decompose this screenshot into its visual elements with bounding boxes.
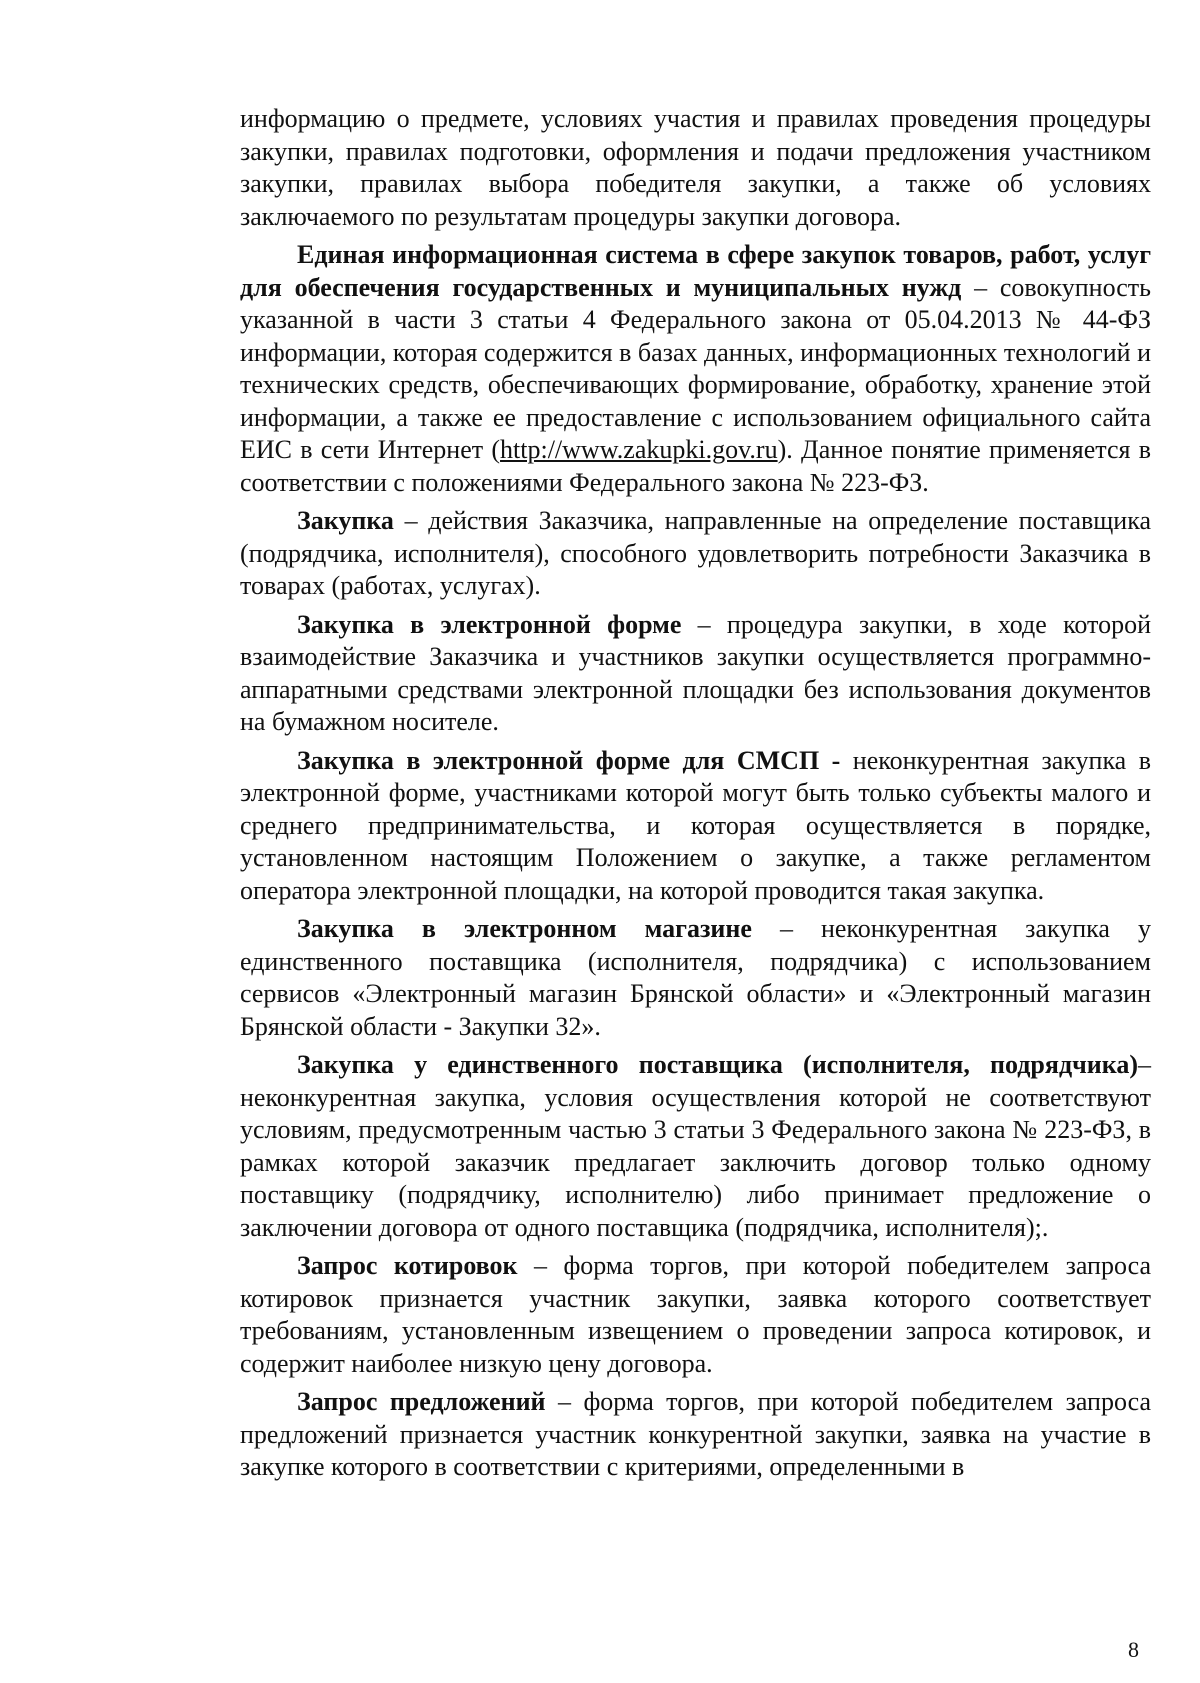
document-body (240, 103, 1151, 1490)
definition-quotation-request (240, 1250, 1151, 1380)
definition-text: – неконкурентная закупка, условия осуществления которой не соответствуют условиям, предусмотренным частью 3 статьи 3 Федерального закона № 223-ФЗ, в рамках которой заказчик предлагает заключить договор только одному поставщику (подрядчику, исполнителю) либо принимает предложение о заключении договора от одного поставщика (подрядчика, исполнителя);. (240, 1050, 1151, 1242)
definition-text: – действия Заказчика, направленные на определение поставщика (подрядчика, исполнителя), способного удовлетворить потребности Заказчика в товарах (работах, услугах). (240, 506, 1151, 600)
definition-term: Единая информационная система в сфере закупок товаров, работ, услуг для обеспечения государственных и муниципальных нужд (240, 240, 1151, 302)
definition-text: – форма торгов, при которой победителем запроса котировок признается участник закупки, заявка которого соответствует требованиям, установленным извещением о проведении запроса котировок, и содержит наиболее низкую цену договора. (240, 1251, 1151, 1378)
definition-electronic-procurement-smsp (240, 745, 1151, 908)
eis-website-link[interactable]: http://www.zakupki.gov.ru (500, 435, 778, 464)
definition-electronic-procurement (240, 609, 1151, 739)
definition-term: Запрос котировок (297, 1251, 518, 1280)
definition-text-after: ). Данное понятие применяется в соответствии с положениями Федерального закона № 223-ФЗ. (240, 435, 1151, 497)
definition-text: – неконкурентная закупка у единственного поставщика (исполнителя, подрядчика) с использованием сервисов «Электронный магазин Брянской области» и «Электронный магазин Брянской области - Закупки 32». (240, 914, 1151, 1041)
paragraph-continuation (240, 103, 1151, 233)
definition-eis (240, 239, 1151, 499)
definition-text: – совокупность указанной в части 3 статьи 4 Федерального закона от 05.04.2013 № 44-ФЗ информации, которая содержится в базах данных, информационных технологий и технических средств, обеспечивающих формирование, обработку, хранение этой информации, а также ее предоставление с использованием официального сайта ЕИС в сети Интернет ( (240, 272, 1152, 464)
definition-term: Закупка у единственного поставщика (исполнителя, подрядчика) (297, 1050, 1138, 1079)
definition-single-supplier (240, 1049, 1151, 1244)
definition-text: – форма торгов, при которой победителем запроса предложений признается участник конкурентной закупки, заявка на участие в закупке которого в соответствии с критериями, определенными в (240, 1387, 1151, 1481)
definition-zakupka (240, 505, 1151, 603)
definition-term: Закупка (297, 506, 394, 535)
definition-term: Запрос предложений (297, 1387, 546, 1416)
definition-text: неконкурентная закупка в электронной форме, участниками которой могут быть только субъекты малого и среднего предпринимательства, и которая осуществляется в порядке, установленном настоящим Положением о закупке, а также регламентом оператора электронной площадки, на которой проводится такая закупка. (240, 745, 1151, 905)
definition-term: Закупка в электронной форме для СМСП - (297, 745, 841, 775)
definition-text: – процедура закупки, в ходе которой взаимодействие Заказчика и участников закупки осуществляется программно-аппаратными средствами электронной площадки без использования документов на бумажном носителе. (240, 609, 1151, 736)
definition-electronic-store (240, 913, 1151, 1043)
paragraph-text: информацию о предмете, условиях участия и правилах проведения процедуры закупки, правилах подготовки, оформления и подачи предложения участником закупки, правилах выбора победителя закупки, а также об условиях заключаемого по результатам процедуры закупки договора. (240, 104, 1151, 231)
definition-proposal-request (240, 1386, 1151, 1484)
definition-term: Закупка в электронном магазине (297, 914, 752, 943)
page-number: 8 (1128, 1637, 1139, 1662)
definition-term: Закупка в электронной форме (297, 609, 682, 639)
